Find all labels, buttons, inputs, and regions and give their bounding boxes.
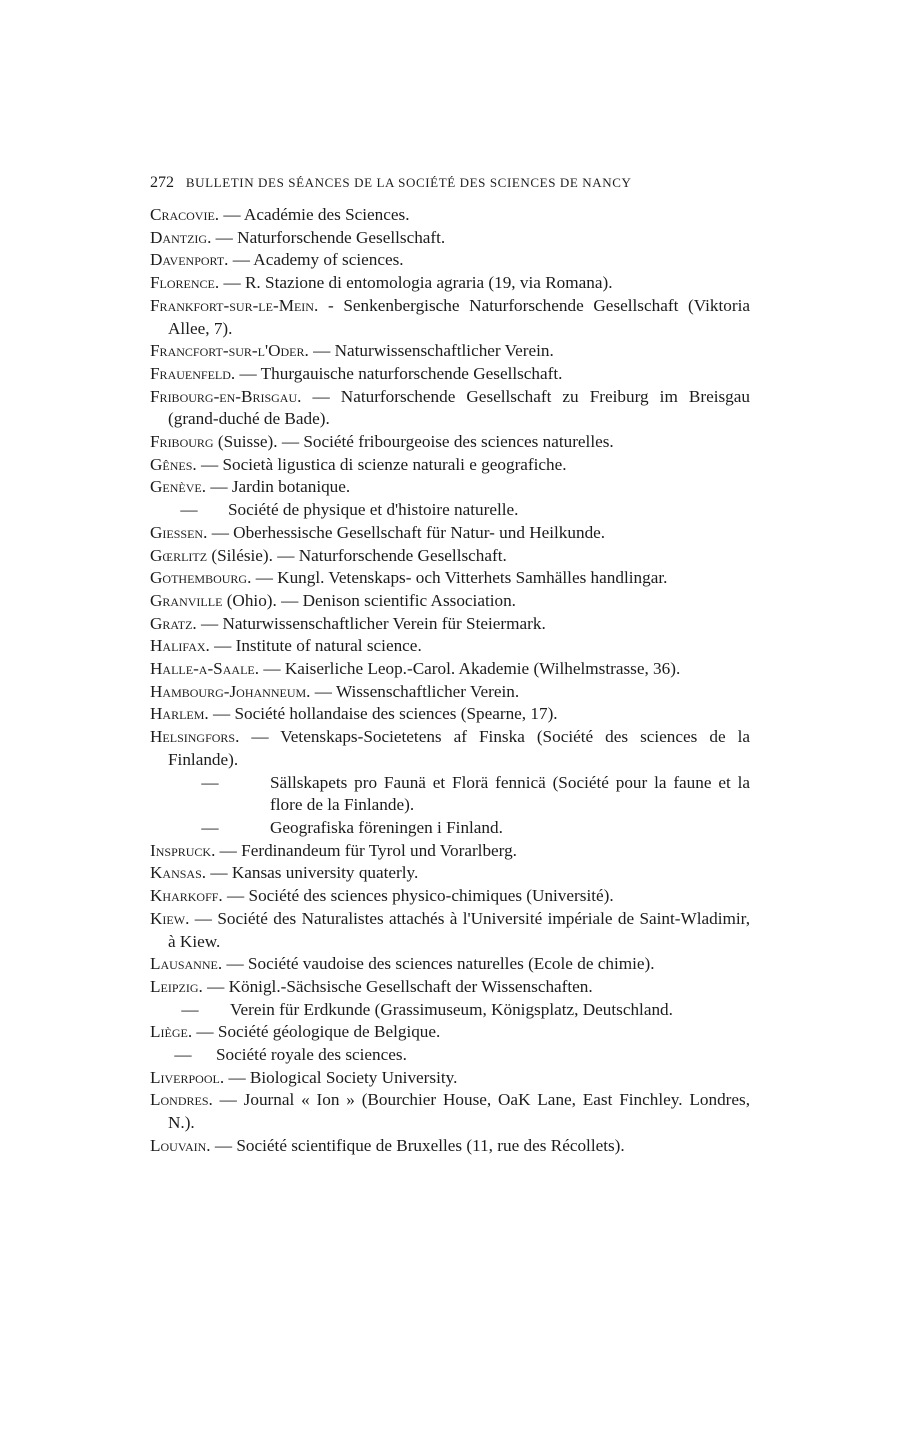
entry-text: — Ferdinandeum für Tyrol und Vorarlberg. <box>215 840 517 860</box>
entry-text: — Biological Society University. <box>224 1067 458 1087</box>
entry <box>150 545 750 568</box>
page-number: 272 <box>150 174 174 191</box>
entry-text: — Kungl. Vetenskaps- och Vitterhets Samhälles handlingar. <box>251 568 668 588</box>
entry <box>150 204 750 227</box>
entry <box>150 1021 750 1044</box>
entry <box>150 340 750 363</box>
entry <box>150 363 750 386</box>
city-name: Francfort-sur-l'Oder. <box>150 341 309 361</box>
city-name: Gênes. <box>150 454 197 474</box>
city-name: Gœrlitz <box>150 545 208 565</box>
entry-text: (Suisse). — Société fribourgeoise des sciences naturelles. <box>213 432 614 452</box>
entry <box>150 726 750 771</box>
entry <box>150 1089 750 1134</box>
entry-text: — Société vaudoise des sciences naturelles (Ecole de chimie). <box>222 954 655 974</box>
entry-continuation <box>150 817 750 840</box>
entry-text: — Naturwissenschaftlicher Verein für Steiermark. <box>196 613 546 633</box>
entry <box>150 840 750 863</box>
ditto-dash: — <box>180 500 198 520</box>
entry-text: — R. Stazione di entomologia agraria (19, via Romana). <box>219 273 613 293</box>
city-name: Kiew. <box>150 908 190 928</box>
city-name: Hambourg-Johanneum. <box>150 681 311 701</box>
city-name: Gothembourg. <box>150 568 252 588</box>
city-name: Granville <box>150 590 223 610</box>
entry <box>150 476 750 499</box>
entry <box>150 658 750 681</box>
entry <box>150 386 750 431</box>
entry-text: — Wissenschaftlicher Verein. <box>310 681 520 701</box>
entry-text: — Société des sciences physico-chimiques (Université). <box>222 886 614 906</box>
city-name: Giessen. <box>150 522 208 542</box>
entry-continuation <box>150 999 750 1022</box>
entry <box>150 272 750 295</box>
entry-text: (Ohio). — Denison scientific Association. <box>222 590 516 610</box>
entry <box>150 885 750 908</box>
entry <box>150 976 750 999</box>
entry-text: — Società ligustica di scienze naturali e geografiche. <box>196 454 567 474</box>
running-header <box>150 174 710 192</box>
city-name: Genève. <box>150 477 207 497</box>
entry-text: Société royale des sciences. <box>216 1045 407 1065</box>
entry <box>150 227 750 250</box>
entry <box>150 681 750 704</box>
city-name: Dantzig. <box>150 227 212 247</box>
entry <box>150 454 750 477</box>
entry-text: — Vetenskaps-Societetens af Finska (Société des sciences de la Finlande). <box>168 727 750 769</box>
city-name: Frankfort-sur-le-Mein. <box>150 295 319 315</box>
ditto-dash: — <box>174 1045 192 1065</box>
city-name: Fribourg-en-Brisgau. <box>150 386 302 406</box>
city-name: Liège. <box>150 1022 193 1042</box>
entry-text: — Kaiserliche Leop.-Carol. Akademie (Wilhelmstrasse, 36). <box>259 659 681 679</box>
entry <box>150 613 750 636</box>
ditto-dash: — <box>201 772 219 792</box>
city-name: Londres. <box>150 1090 213 1110</box>
entry-text: — Société géologique de Belgique. <box>192 1022 441 1042</box>
city-name: Helsingfors. <box>150 727 240 747</box>
entry-text: — Jardin botanique. <box>206 477 351 497</box>
entry <box>150 1067 750 1090</box>
city-name: Kansas. <box>150 863 207 883</box>
society-list <box>150 204 750 1158</box>
entry-continuation <box>150 1044 750 1067</box>
entry <box>150 953 750 976</box>
entry-text: — Königl.-Sächsische Gesellschaft der Wissenschaften. <box>202 976 593 996</box>
entry <box>150 908 750 953</box>
entry-text: Verein für Erdkunde (Grassimuseum, Königsplatz, Deutschland. <box>230 999 673 1019</box>
city-name: Liverpool. <box>150 1067 225 1087</box>
entry-text: - Senkenbergische Naturforschende Gesellschaft (Viktoria Allee, 7). <box>168 295 750 338</box>
entry-text: — Société hollandaise des sciences (Spearne, 17). <box>208 704 558 724</box>
city-name: Gratz. <box>150 613 197 633</box>
city-name: Inspruck. <box>150 840 216 860</box>
city-name: Harlem. <box>150 704 209 724</box>
entry-text: — Thurgauische naturforschende Gesellschaft. <box>235 363 563 383</box>
entry-text: — Journal « Ion » (Bourchier House, OaK Lane, East Finchley. Londres, N.). <box>168 1090 750 1133</box>
entry <box>150 635 750 658</box>
entry-text: — Institute of natural science. <box>209 636 422 656</box>
entry <box>150 522 750 545</box>
entry <box>150 295 750 340</box>
entry-text: — Société des Naturalistes attachés à l'Université impériale de Saint-Wladimir, à Kiew. <box>168 908 750 951</box>
city-name: Leipzig. <box>150 976 203 996</box>
city-name: Halifax. <box>150 636 210 656</box>
entry <box>150 249 750 272</box>
city-name: Kharkoff. <box>150 886 223 906</box>
entry-text: (Silésie). — Naturforschende Gesellschaft. <box>207 545 507 565</box>
entry-text: — Oberhessische Gesellschaft für Natur- und Heilkunde. <box>207 522 606 542</box>
entry <box>150 431 750 454</box>
city-name: Frauenfeld. <box>150 363 236 383</box>
entry-text: — Naturwissenschaftlicher Verein. <box>308 341 554 361</box>
entry <box>150 590 750 613</box>
city-name: Cracovie. <box>150 205 220 224</box>
entry <box>150 567 750 590</box>
entry-text: — Naturforschende Gesellschaft zu Freiburg im Breisgau (grand-duché de Bade). <box>168 386 750 429</box>
entry-text: Geografiska föreningen i Finland. <box>270 817 503 837</box>
ditto-dash: — <box>201 817 219 837</box>
city-name: Louvain. <box>150 1135 211 1155</box>
entry-text: Société de physique et d'histoire naturelle. <box>228 500 519 520</box>
entry-text: — Naturforschende Gesellschaft. <box>211 227 446 247</box>
entry-continuation <box>150 772 750 817</box>
entry-text: — Kansas university quaterly. <box>206 863 419 883</box>
entry <box>150 862 750 885</box>
entry-text: Sällskapets pro Faunä et Florä fennicä (Société pour la faune et la flore de la Finlande). <box>270 772 750 815</box>
city-name: Halle-a-Saale. <box>150 659 260 679</box>
entry-continuation <box>150 499 750 522</box>
ditto-dash: — <box>181 999 199 1019</box>
entry-text: — Académie des Sciences. <box>219 205 410 224</box>
city-name: Florence. <box>150 273 220 293</box>
city-name: Davenport. <box>150 250 229 270</box>
entry <box>150 703 750 726</box>
city-name: Fribourg <box>150 432 214 452</box>
entry <box>150 1135 750 1158</box>
entry-text: — Academy of sciences. <box>228 250 404 270</box>
city-name: Lausanne. <box>150 954 223 974</box>
entry-text: — Société scientifique de Bruxelles (11, rue des Récollets). <box>210 1135 625 1155</box>
running-title: BULLETIN DES SÉANCES DE LA SOCIÉTÉ DES SCIENCES DE NANCY <box>185 175 632 190</box>
